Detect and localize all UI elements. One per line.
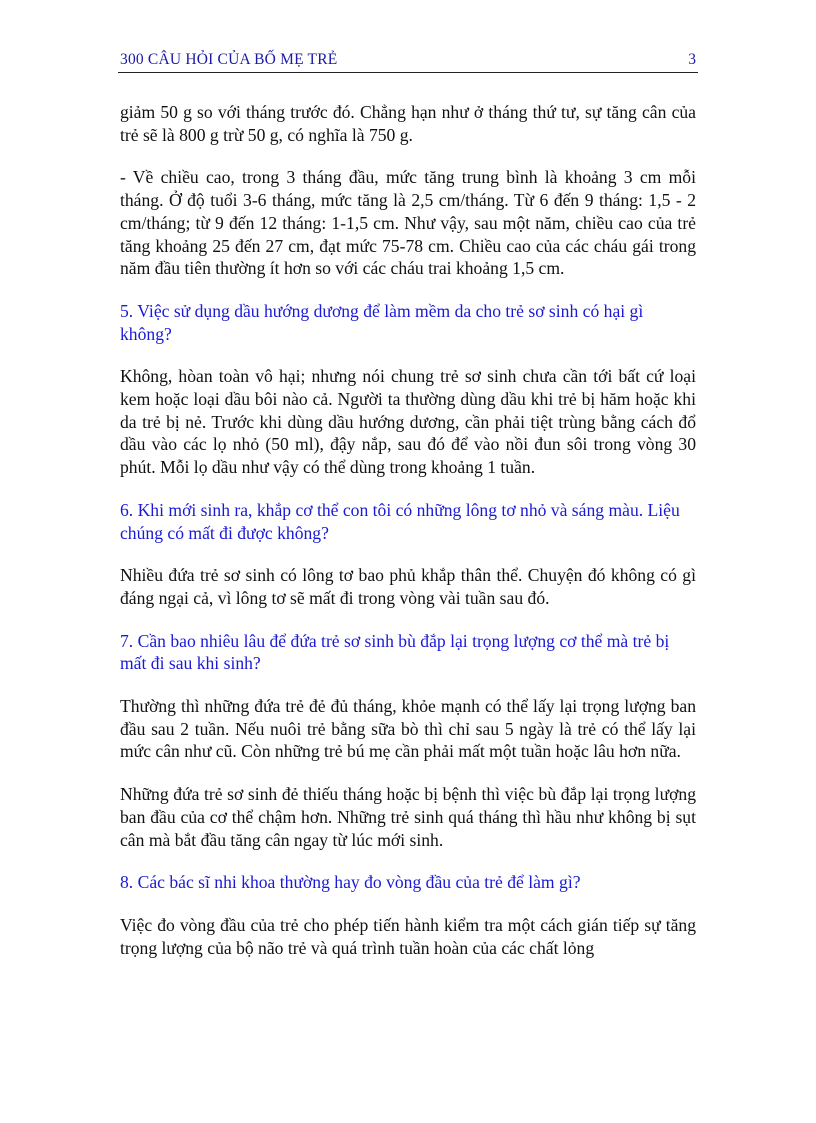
question-8-heading: 8. Các bác sĩ nhi khoa thường hay đo vòng đầu của trẻ để làm gì? [120,872,581,893]
answer-7-paragraph-1: Thường thì những đứa trẻ đẻ đủ tháng, khỏe mạnh có thể lấy lại trọng lượng ban đầu sau 2 tuần. Nếu nuôi trẻ bằng sữa bò thì chỉ sau 5 ngày là trẻ có thể lấy lại mức cân như cũ. Còn những trẻ bú mẹ cần phải mất một tuần hoặc lâu hơn nữa. [120,696,696,762]
answer-8-paragraph: Việc đo vòng đầu của trẻ cho phép tiến hành kiểm tra một cách gián tiếp sự tăng trọng lượng của bộ não trẻ và quá trình tuần hoàn của các chất lỏng [120,914,696,958]
answer-5-paragraph: Không, hòan toàn vô hại; nhưng nói chung trẻ sơ sinh chưa cần tới bất cứ loại kem hoặc loại dầu bôi nào cả. Người ta thường dùng dầu khi trẻ bị hăm hoặc khi da trẻ bị nẻ. Trước khi dùng dầu hướng dương, cần phải tiệt trùng bằng cách đổ dầu vào các lọ nhỏ (50 ml), đậy nắp, sau đó để vào nồi đun sôi trong vòng 30 phút. Mỗi lọ dầu như vậy có thể dùng trong khoảng 1 tuần. [120,366,696,478]
paragraph-weight-continuation: giảm 50 g so với tháng trước đó. Chẳng hạn như ở tháng thứ tư, sự tăng cân của trẻ sẽ là 800 g trừ 50 g, có nghĩa là 750 g. [120,102,696,145]
running-header [118,50,698,73]
question-5-heading: 5. Việc sử dụng dầu hướng dương để làm mềm da cho trẻ sơ sinh có hại gì không? [120,300,644,344]
paragraph-height-growth: - Về chiều cao, trong 3 tháng đầu, mức tăng trung bình là khoảng 3 cm mỗi tháng. Ở độ tuổi 3-6 tháng, mức tăng là 2,5 cm/tháng. Từ 6 đến 9 tháng: 1,5 - 2 cm/tháng; từ 9 đến 12 tháng: 1-1,5 cm. Như vậy, sau một năm, chiều cao của trẻ tăng khoảng 25 đến 27 cm, đạt mức 75-78 cm. Chiều cao của các cháu gái trong năm đầu tiên thường ít hơn so với các cháu trai khoảng 1,5 cm. [120,167,696,279]
answer-7-paragraph-2: Những đứa trẻ sơ sinh đẻ thiếu tháng hoặc bị bệnh thì việc bù đắp lại trọng lượng ban đầu của cơ thể chậm hơn. Những trẻ sinh quá tháng thì hầu như không bị sụt cân mà bắt đầu tăng cân ngay từ lúc mới sinh. [120,784,696,850]
question-7-heading: 7. Cần bao nhiêu lâu để đứa trẻ sơ sinh bù đắp lại trọng lượng cơ thể mà trẻ bị mất đi sau khi sinh? [120,630,670,674]
page-number: 3 [688,51,696,68]
answer-6-paragraph: Nhiều đứa trẻ sơ sinh có lông tơ bao phủ khắp thân thể. Chuyện đó không có gì đáng ngại cả, vì lông tơ sẽ mất đi trong vòng vài tuần sau đó. [120,565,696,608]
question-6-heading: 6. Khi mới sinh ra, khắp cơ thể con tôi có những lông tơ nhỏ và sáng màu. Liệu chúng có mất đi được không? [120,499,680,543]
book-title: 300 CÂU HỎI CỦA BỐ MẸ TRẺ [120,51,338,68]
page-content [120,101,696,979]
